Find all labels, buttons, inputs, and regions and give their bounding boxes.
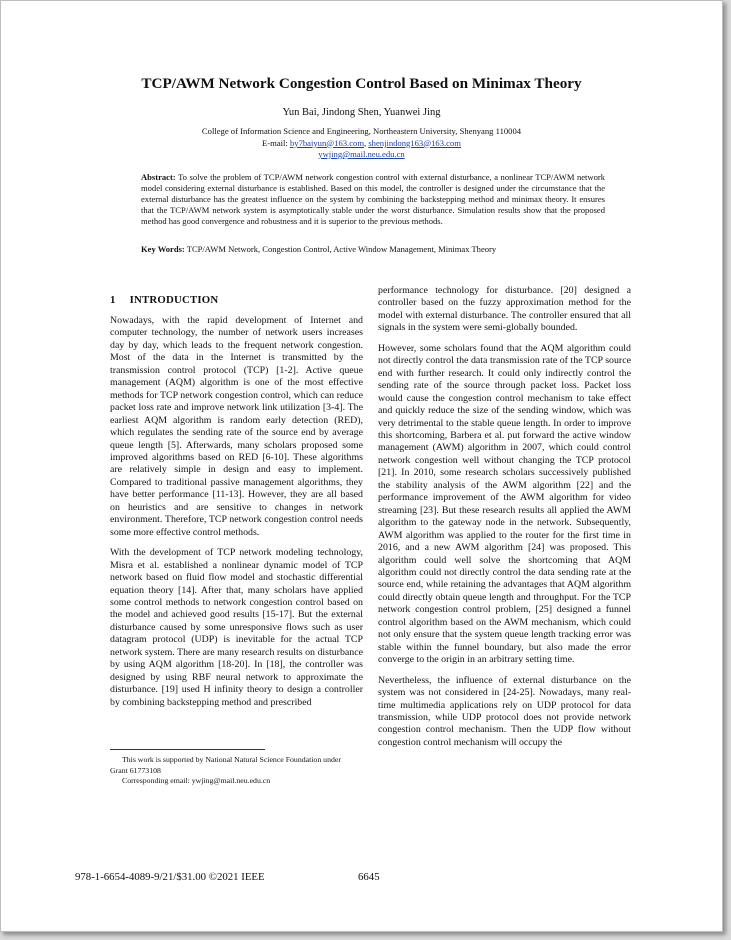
page-number: 6645: [358, 871, 380, 883]
paragraph: With the development of TCP network modeling technology, Misra et al. established a nonlinear dynamic model of TCP network based on fluid flow model and stochastic differential equation theory [14]. After that, many scholars have applied some control methods to network congestion control based on the model and achieved good results [15-17]. But the external disturbance caused by some unresponsive flows such as user datagram protocol (UDP) is inevitable for the actual TCP network system. There are many research results on disturbance by using AQM algorithm [18-20]. In [18], the controller was designed by using RBF neural network to approximate the disturbance. [19] used H infinity theory to design a controller by combining backstepping method and prescribed: [110, 547, 363, 708]
section-title: INTRODUCTION: [129, 294, 219, 306]
right-column: [378, 285, 631, 757]
paper-title: TCP/AWM Network Congestion Control Based on Minimax Theory: [141, 75, 582, 92]
abstract-text: To solve the problem of TCP/AWM network congestion control with external disturbance, a nonlinear TCP/AWM network model considering external disturbance is established. Based on this model, the controller is designed under the circumstance that the external disturbance has the greatest influence on the system by combining the backstepping method and minimax theory. It ensures that the TCP/AWM network system is asymptotically stable under the worst disturbance. Simulation results show that the proposed method has good convergence and robustness and it is superior to the previous methods.: [141, 172, 605, 227]
footnote-rule: [110, 749, 265, 750]
email-link-1[interactable]: by7baiyun@163.com: [289, 137, 364, 148]
email-link-2[interactable]: shenjindong163@163.com: [368, 137, 461, 148]
paragraph: However, some scholars found that the AQM algorithm could not directly control the data transmission rate of the TCP source end with further research. It could only indirectly control the sending rate of the source through packet loss. Packet loss would cause the congestion control mechanism to take effect and quickly reduce the size of the sending window, which was very detrimental to the stable queue length. In order to improve this shortcoming, Barbera et al. put forward the active window management (AWM) algorithm in 2007, which could control network congestion well without changing the TCP protocol [21]. In 2010, some research scholars successively published the stability analysis of the AWM algorithm [22] and the performance improvement of the AWM algorithm for video streaming [23]. But these research results all applied the AWM algorithm to the gateway node in the network. Subsequently, AWM algorithm was applied to the router for the first time in 2016, and a new AWM algorithm [24] was proposed. This algorithm could well solve the shortcoming that AQM algorithm could not directly control the data sending rate at the source end, while retaining the advantages that AQM algorithm could directly obtain queue length and throughput. For the TCP network congestion control problem, [25] designed a funnel control algorithm based on the AWM mechanism, which could not only ensure that the system queue length tracking error was stable within the funnel boundary, but also made the error converge to the origin in an arbitrary setting time.: [378, 342, 631, 666]
author-list: Yun Bai, Jindong Shen, Yuanwei Jing: [282, 107, 441, 118]
email-line: [1, 138, 722, 150]
abstract: [141, 172, 605, 227]
section-number: 1: [110, 294, 116, 306]
funding-note-line1: This work is supported by National Natural Science Foundation under: [122, 755, 341, 764]
footnotes: [110, 755, 368, 787]
keywords: [141, 244, 605, 255]
abstract-label: Abstract:: [141, 172, 176, 182]
affiliation: College of Information Science and Engineering, Northeastern University, Shenyang 110004: [201, 126, 522, 136]
corresponding-note: Corresponding email: ywjing@mail.neu.edu.cn: [122, 776, 271, 786]
keywords-text: TCP/AWM Network, Congestion Control, Active Window Management, Minimax Theory: [186, 244, 497, 254]
paragraph: Nevertheless, the influence of external disturbance on the system was not considered in [24-25]. Nowadays, many real-time multimedia applications rely on UDP protocol for data transmission, while UDP protocol does not provide network congestion control mechanism. Then the UDP flow without congestion control mechanism will occupy the: [378, 674, 631, 748]
isbn-copyright: 978-1-6654-4089-9/21/$31.00 ©2021 IEEE: [75, 871, 265, 883]
email-label: E-mail:: [262, 137, 288, 148]
keywords-label: Key Words:: [141, 244, 185, 254]
paragraph: Nowadays, with the rapid development of Internet and computer technology, the number of network users increases day by day, which leads to the frequent network congestion. Most of the data in the Internet is transmitted by the transmission control protocol (TCP) [1-2]. Active queue management (AQM) algorithm is one of the most effective methods for TCP network congestion control, which can reduce packet loss rate and improve network link utilization [3-4]. The earliest AQM algorithm is random early detection (RED), which regulates the sending rate of the source end by average queue length [5]. Afterwards, many scholars proposed some improved algorithms based on RED [6-10]. These algorithms are relatively simple in design and easy to implement. Compared to traditional passive management algorithms, they have better performance [11-13]. However, they are all based on heuristics and are sensitive to changes in network environment. Therefore, TCP network congestion control needs some more effective control methods.: [110, 315, 363, 538]
funding-note-line2: Grant 61773108: [110, 765, 161, 775]
section-heading: [110, 294, 218, 306]
paragraph: performance technology for disturbance. [20] designed a controller based on the fuzzy approximation method for the model with external disturbance. The controller ensured that all signals in the system were semi-globally bounded.: [378, 285, 631, 334]
email-link-3[interactable]: ywjing@mail.neu.edu.cn: [318, 149, 405, 159]
affiliation-block: [1, 126, 722, 161]
email-separator: ,: [364, 137, 367, 148]
email-line-2: [1, 149, 722, 161]
left-column: [110, 315, 363, 717]
